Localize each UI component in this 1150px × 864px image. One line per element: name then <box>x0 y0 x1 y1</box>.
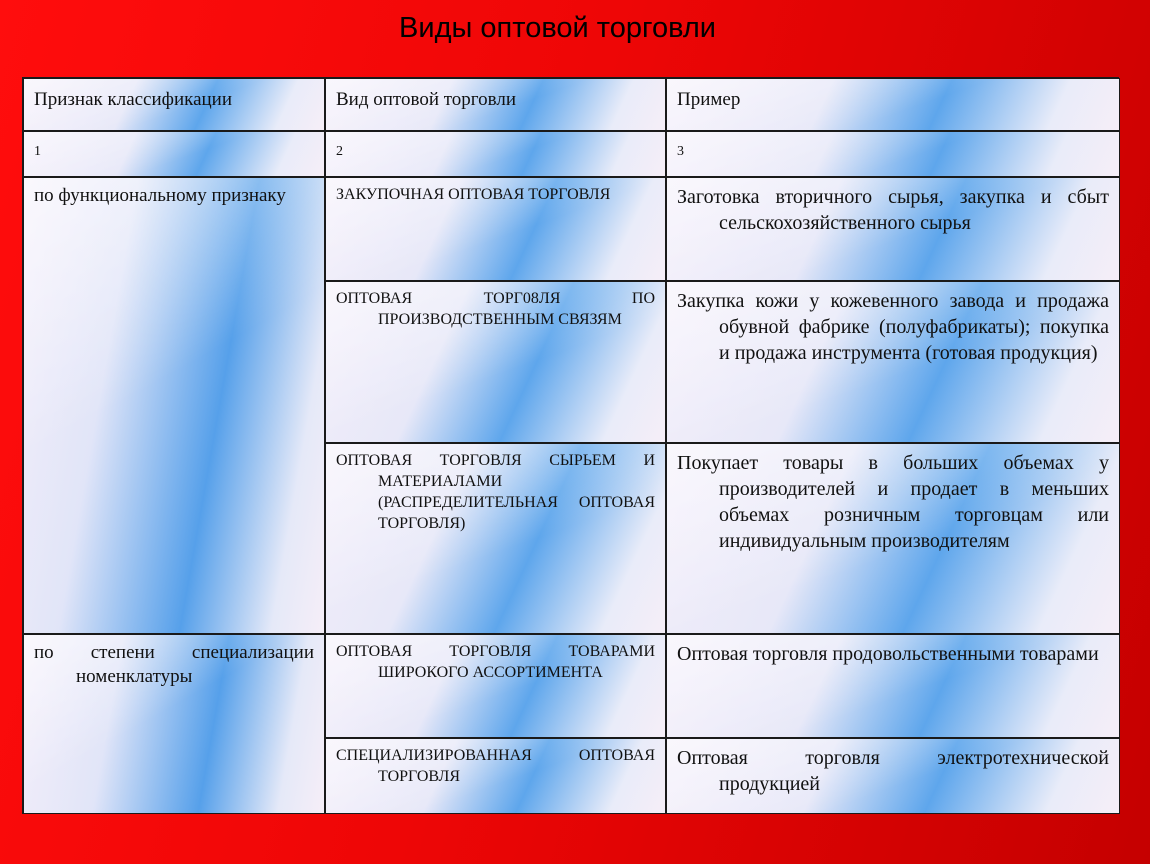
type-text: СПЕЦИАЛИЗИРОВАННАЯ ОПТОВАЯ ТОРГОВЛЯ <box>336 747 655 785</box>
example-text: Закупка кожи у кожевенного завода и продажа обувной фабрике (полуфабрикаты); покупка и продажа инструмента (готовая продукция) <box>677 290 1109 364</box>
criterion-text: по функциональному признаку <box>34 185 286 206</box>
type-cell <box>325 634 666 738</box>
criterion-cell <box>23 177 325 634</box>
type-cell <box>325 443 666 634</box>
example-cell <box>666 281 1120 443</box>
example-cell <box>666 738 1120 814</box>
slide-title: Виды оптовой торговли <box>399 12 716 44</box>
example-cell <box>666 177 1120 281</box>
type-cell <box>325 177 666 281</box>
example-cell <box>666 634 1120 738</box>
column-number: 3 <box>666 131 1120 177</box>
type-cell <box>325 281 666 443</box>
example-text: Заготовка вторичного сырья, закупка и сбыт сельскохозяйственного сырья <box>677 186 1109 234</box>
type-cell <box>325 738 666 814</box>
type-text: ОПТОВАЯ ТОРГ08ЛЯ ПО ПРОИЗВОДСТВЕННЫМ СВЯЗЯМ <box>336 290 655 328</box>
wholesale-table <box>22 77 1119 814</box>
example-text: Покупает товары в больших объемах у производителей и продает в меньших объемах розничным торговцам или индивидуальным производителям <box>677 452 1109 552</box>
type-text: ОПТОВАЯ ТОРГОВЛЯ СЫРЬЕМ И МАТЕРИАЛАМИ (РАСПРЕДЕЛИТЕЛЬНАЯ ОПТОВАЯ ТОРГОВЛЯ) <box>336 452 655 532</box>
type-text: ЗАКУПОЧНАЯ ОПТОВАЯ ТОРГОВЛЯ <box>336 186 611 203</box>
type-text: ОПТОВАЯ ТОРГОВЛЯ ТОВАРАМИ ШИРОКОГО АССОРТИМЕНТА <box>336 643 655 681</box>
header-example: Пример <box>666 78 1120 131</box>
criterion-text: по степени специализации номенклатуры <box>34 642 314 687</box>
column-number: 2 <box>325 131 666 177</box>
criterion-cell <box>23 634 325 814</box>
example-cell <box>666 443 1120 634</box>
example-text: Оптовая торговля электротехнической продукцией <box>677 747 1109 795</box>
header-type: Вид оптовой торговли <box>325 78 666 131</box>
header-criterion: Признак классификации <box>23 78 325 131</box>
example-text: Оптовая торговля продовольственными товарами <box>677 643 1099 665</box>
column-number: 1 <box>23 131 325 177</box>
